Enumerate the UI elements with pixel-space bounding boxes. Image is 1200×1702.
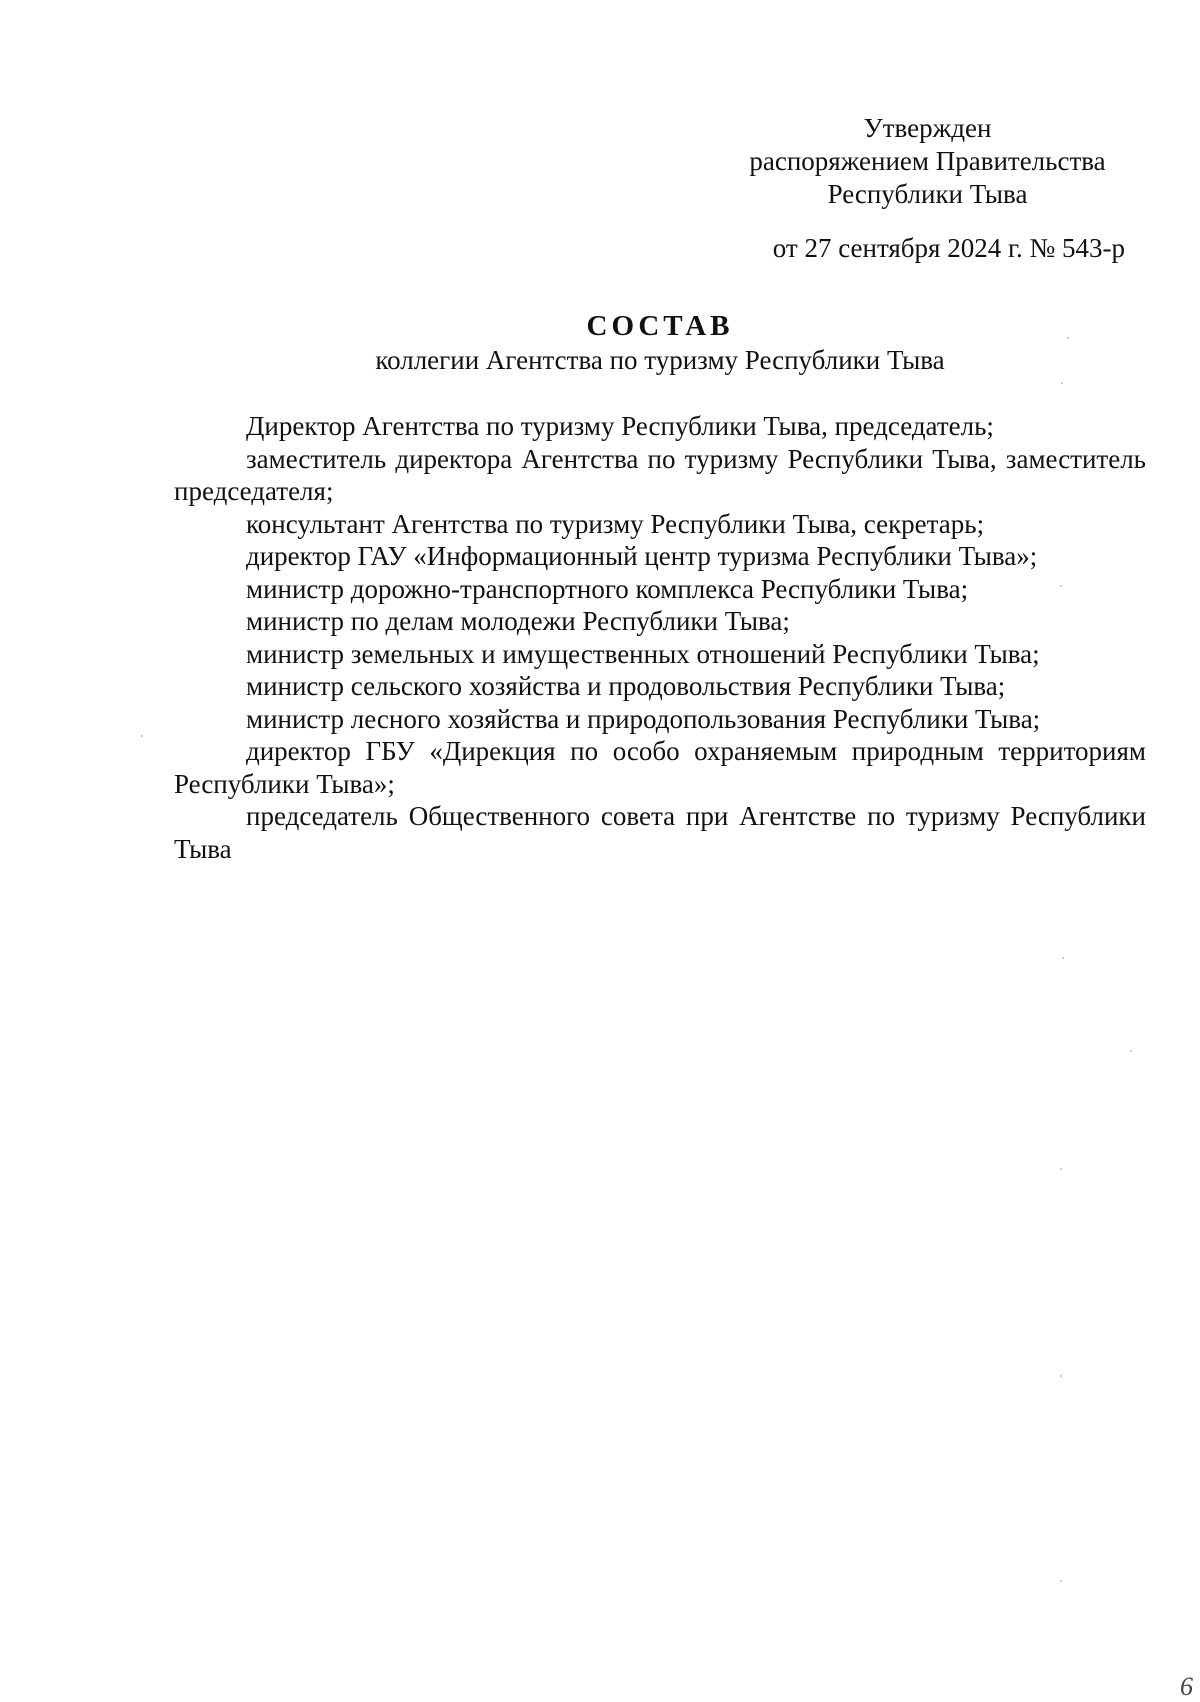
approval-stamp	[700, 112, 1155, 211]
member-item: министр лесного хозяйства и природопользования Республики Тыва;	[246, 703, 1041, 734]
scan-speck	[1130, 1050, 1132, 1052]
scan-speck	[1062, 957, 1064, 959]
approval-line-approved: Утвержден	[863, 113, 992, 143]
member-item: министр дорожно-транспортного комплекса Республики Тыва;	[246, 573, 969, 604]
document-subtitle: коллегии Агентства по туризму Республики Тыва	[375, 345, 945, 375]
scan-speck	[1060, 1168, 1062, 1170]
scan-speck	[141, 735, 143, 737]
member-item: директор ГАУ «Информационный центр туризма Республики Тыва»;	[246, 541, 1038, 571]
member-item: консультант Агентства по туризму Республики Тыва, секретарь;	[246, 508, 985, 539]
scan-speck	[1067, 337, 1069, 339]
scan-speck	[1060, 585, 1062, 587]
scan-speck	[1060, 1580, 1062, 1582]
member-item: председатель Общественного совета при Агентстве по туризму Республики Тыва	[174, 801, 1146, 864]
member-item: министр земельных и имущественных отношений Республики Тыва;	[246, 638, 1040, 669]
member-item: директор ГБУ «Дирекция по особо охраняемым природным территориям Республики Тыва»;	[174, 736, 1146, 799]
page-number: 6	[1180, 1672, 1193, 1701]
approval-line-republic: Республики Тыва	[827, 179, 1028, 209]
document-title: СОСТАВ	[586, 310, 734, 342]
approval-date: от 27 сентября 2024 г. № 543-р	[772, 233, 1125, 263]
approval-line-order: распоряжением Правительства	[749, 146, 1106, 176]
member-item: заместитель директора Агентства по туризму Республики Тыва, заместитель председателя;	[174, 443, 1146, 506]
scan-speck	[1061, 382, 1063, 384]
member-item: Директор Агентства по туризму Республики Тыва, председатель;	[246, 411, 994, 441]
member-item: министр сельского хозяйства и продовольствия Республики Тыва;	[246, 671, 1006, 701]
member-list	[174, 410, 1146, 865]
member-item: министр по делам молодежи Республики Тыва;	[246, 606, 790, 636]
scan-speck	[1060, 1375, 1062, 1377]
